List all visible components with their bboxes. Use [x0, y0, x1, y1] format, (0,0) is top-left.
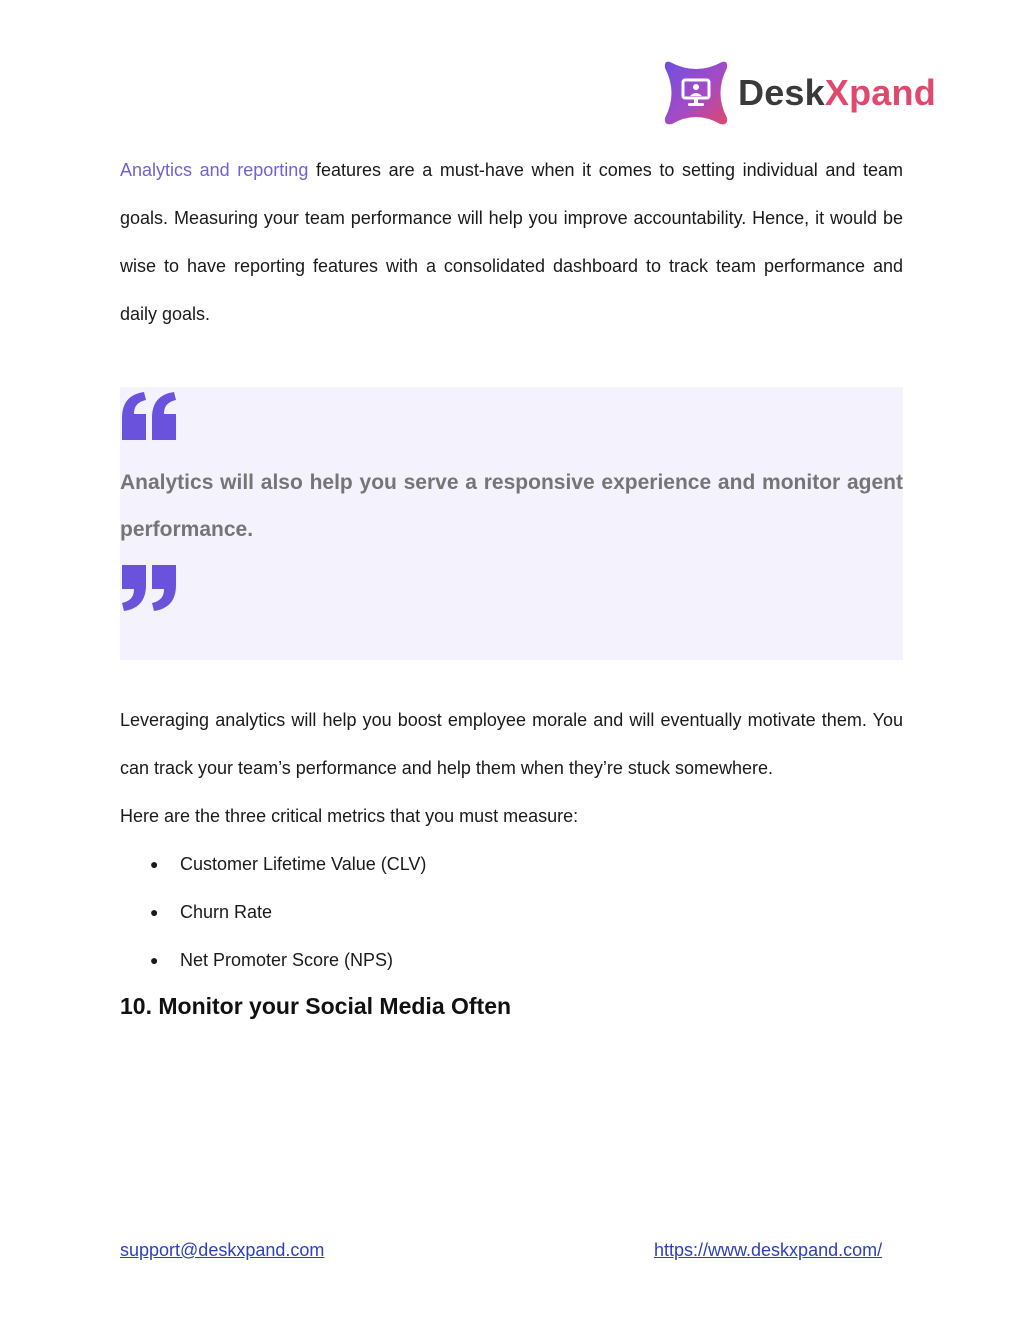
list-item [120, 888, 903, 936]
metrics-intro-paragraph: Here are the three critical metrics that you must measure: [120, 806, 579, 826]
quote-open-icon [120, 390, 178, 442]
metric-label: Net Promoter Score (NPS) [180, 950, 394, 970]
bullet-icon: ● [150, 856, 159, 872]
support-email-link[interactable]: support@deskxpand.com [120, 1240, 325, 1260]
intro-section [120, 146, 903, 338]
quote-close-icon [120, 563, 178, 615]
metric-label: Customer Lifetime Value (CLV) [180, 854, 427, 874]
quote-box [120, 387, 903, 660]
intro-paragraph [120, 146, 903, 338]
metric-label: Churn Rate [180, 902, 273, 922]
logo-wordmark-xpand: Xpand [824, 72, 936, 113]
deskxpand-logo-icon [664, 60, 728, 126]
list-item [120, 936, 903, 984]
website-link[interactable]: https://www.deskxpand.com/ [654, 1240, 883, 1260]
analytics-reporting-link[interactable]: Analytics and reporting [120, 160, 309, 180]
logo-wordmark-desk: Desk [738, 72, 825, 113]
analytics-paragraph: Leveraging analytics will help you boost employee morale and will eventually motivate them. You can track your team’s performance and help them when they’re stuck somewhere. [120, 710, 903, 778]
footer-url [654, 1237, 882, 1263]
body-section [120, 696, 903, 1026]
metrics-list [120, 840, 903, 984]
deskxpand-logo [664, 60, 936, 126]
quote-text: Analytics will also help you serve a responsive experience and monitor agent performance. [120, 471, 903, 541]
section-heading: 10. Monitor your Social Media Often [120, 993, 512, 1019]
bullet-icon: ● [150, 952, 159, 968]
logo-wordmark [738, 72, 936, 113]
bullet-icon: ● [150, 904, 159, 920]
intro-text: features are a must-have when it comes to setting individual and team goals. Measuring your team performance will help you improve accountability. Hence, it would be wise to have reporting features with a consolidated dashboard to track team performance and daily goals. [120, 160, 903, 324]
footer-email [120, 1237, 324, 1263]
list-item [120, 840, 903, 888]
